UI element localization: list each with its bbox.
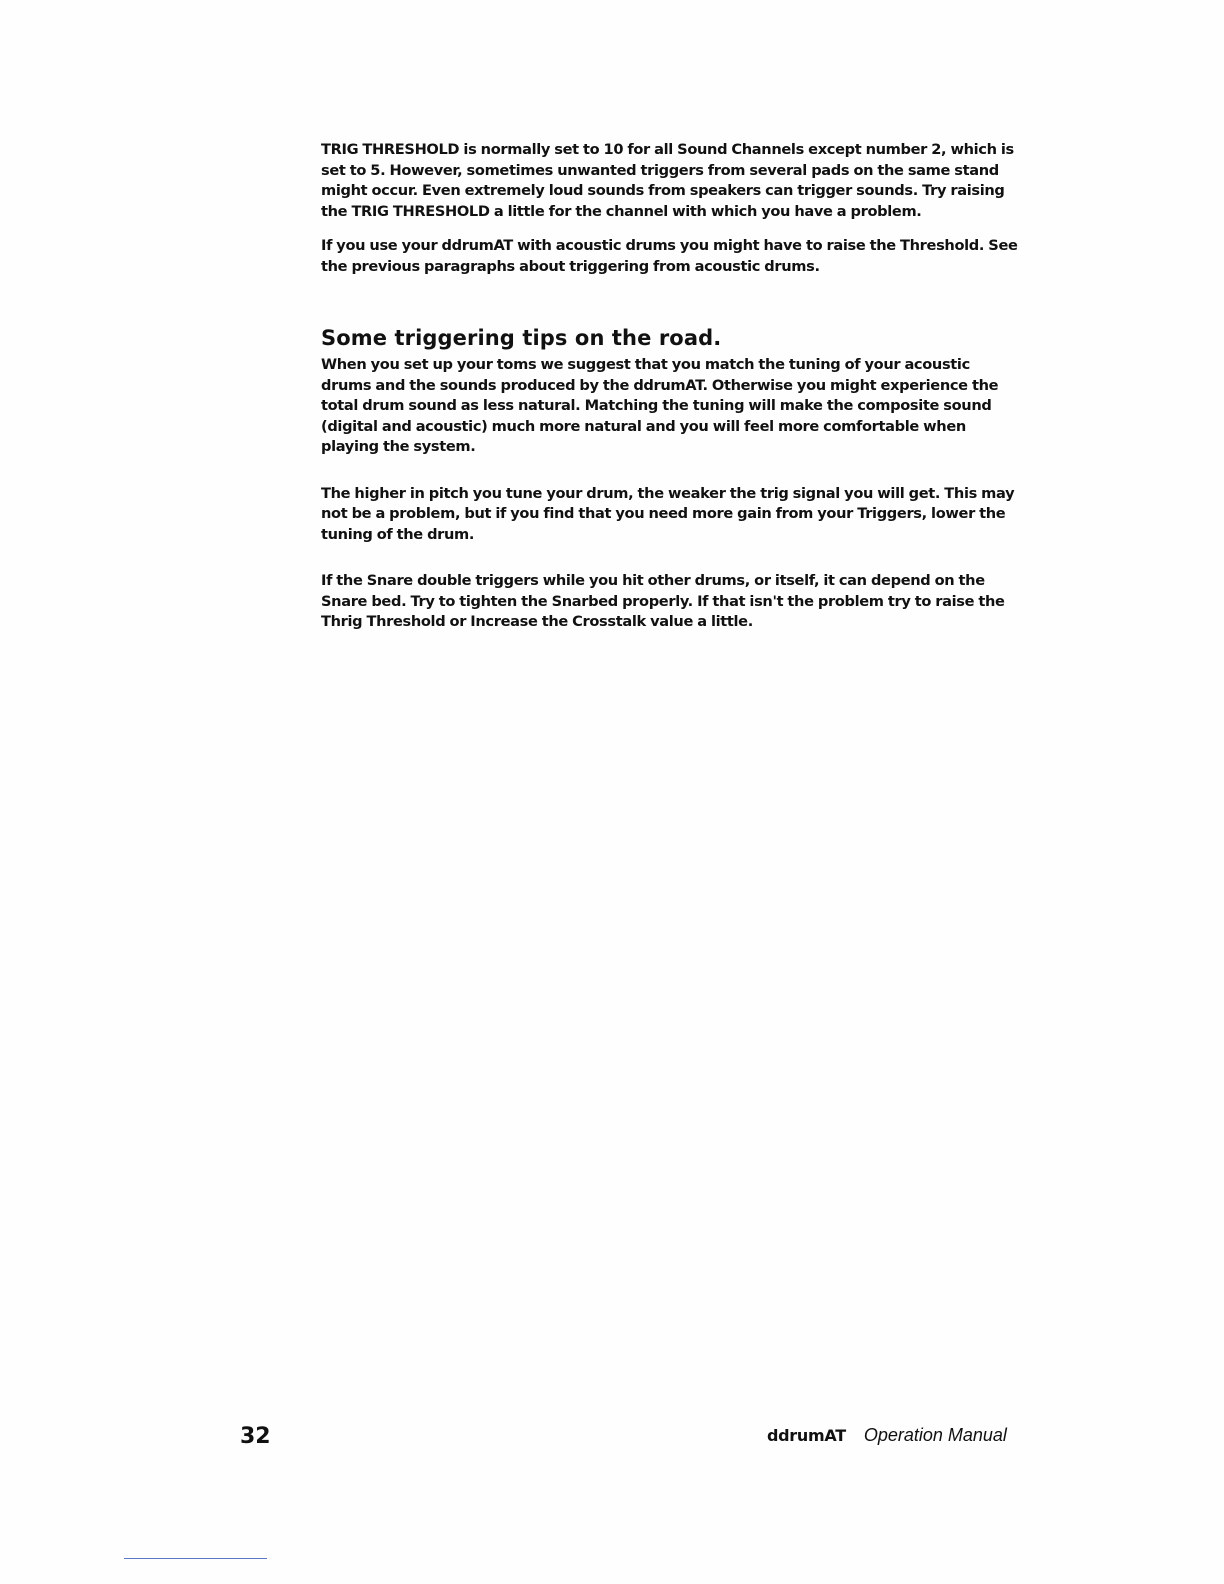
footer-title: [767, 1425, 1007, 1446]
paragraph-snare-double: If the Snare double triggers while you hit other drums, or itself, it can depend on the Snare bed. Try to tighten the Snarbed properly. If that isn't the problem try to raise the Thrig Threshold or Increase the Crosstalk value a little.: [321, 572, 1005, 630]
footer-subtitle: Operation Manual: [863, 1425, 1007, 1445]
bottom-divider: [124, 1558, 267, 1559]
page-body: [321, 140, 1021, 633]
section-heading: Some triggering tips on the road.: [321, 326, 722, 350]
paragraph-threshold-intro: TRIG THRESHOLD is normally set to 10 for all Sound Channels except number 2, which is set to 5. However, sometimes unwanted triggers from several pads on the same stand might occur. Even extremely loud sounds from speakers can trigger sounds. Try raising the TRIG THRESHOLD a little for the channel with which you have a problem.: [321, 141, 1014, 220]
paragraph-tuning-match: When you set up your toms we suggest that you match the tuning of your acoustic drums and the sounds produced by the ddrumAT. Otherwise you might experience the total drum sound as less natural. Matching the tuning will make the composite sound (digital and acoustic) much more natural and you will feel more comfortable when playing the system.: [321, 356, 999, 455]
page-number: 32: [240, 1424, 271, 1449]
footer-brand: ddrumAT: [767, 1426, 846, 1445]
paragraph-acoustic-drums: If you use your ddrumAT with acoustic drums you might have to raise the Threshold. See the previous paragraphs about triggering from acoustic drums.: [321, 237, 1018, 275]
paragraph-pitch-gain: The higher in pitch you tune your drum, the weaker the trig signal you will get. This may not be a problem, but if you find that you need more gain from your Triggers, lower the tuning of the drum.: [321, 484, 1015, 543]
